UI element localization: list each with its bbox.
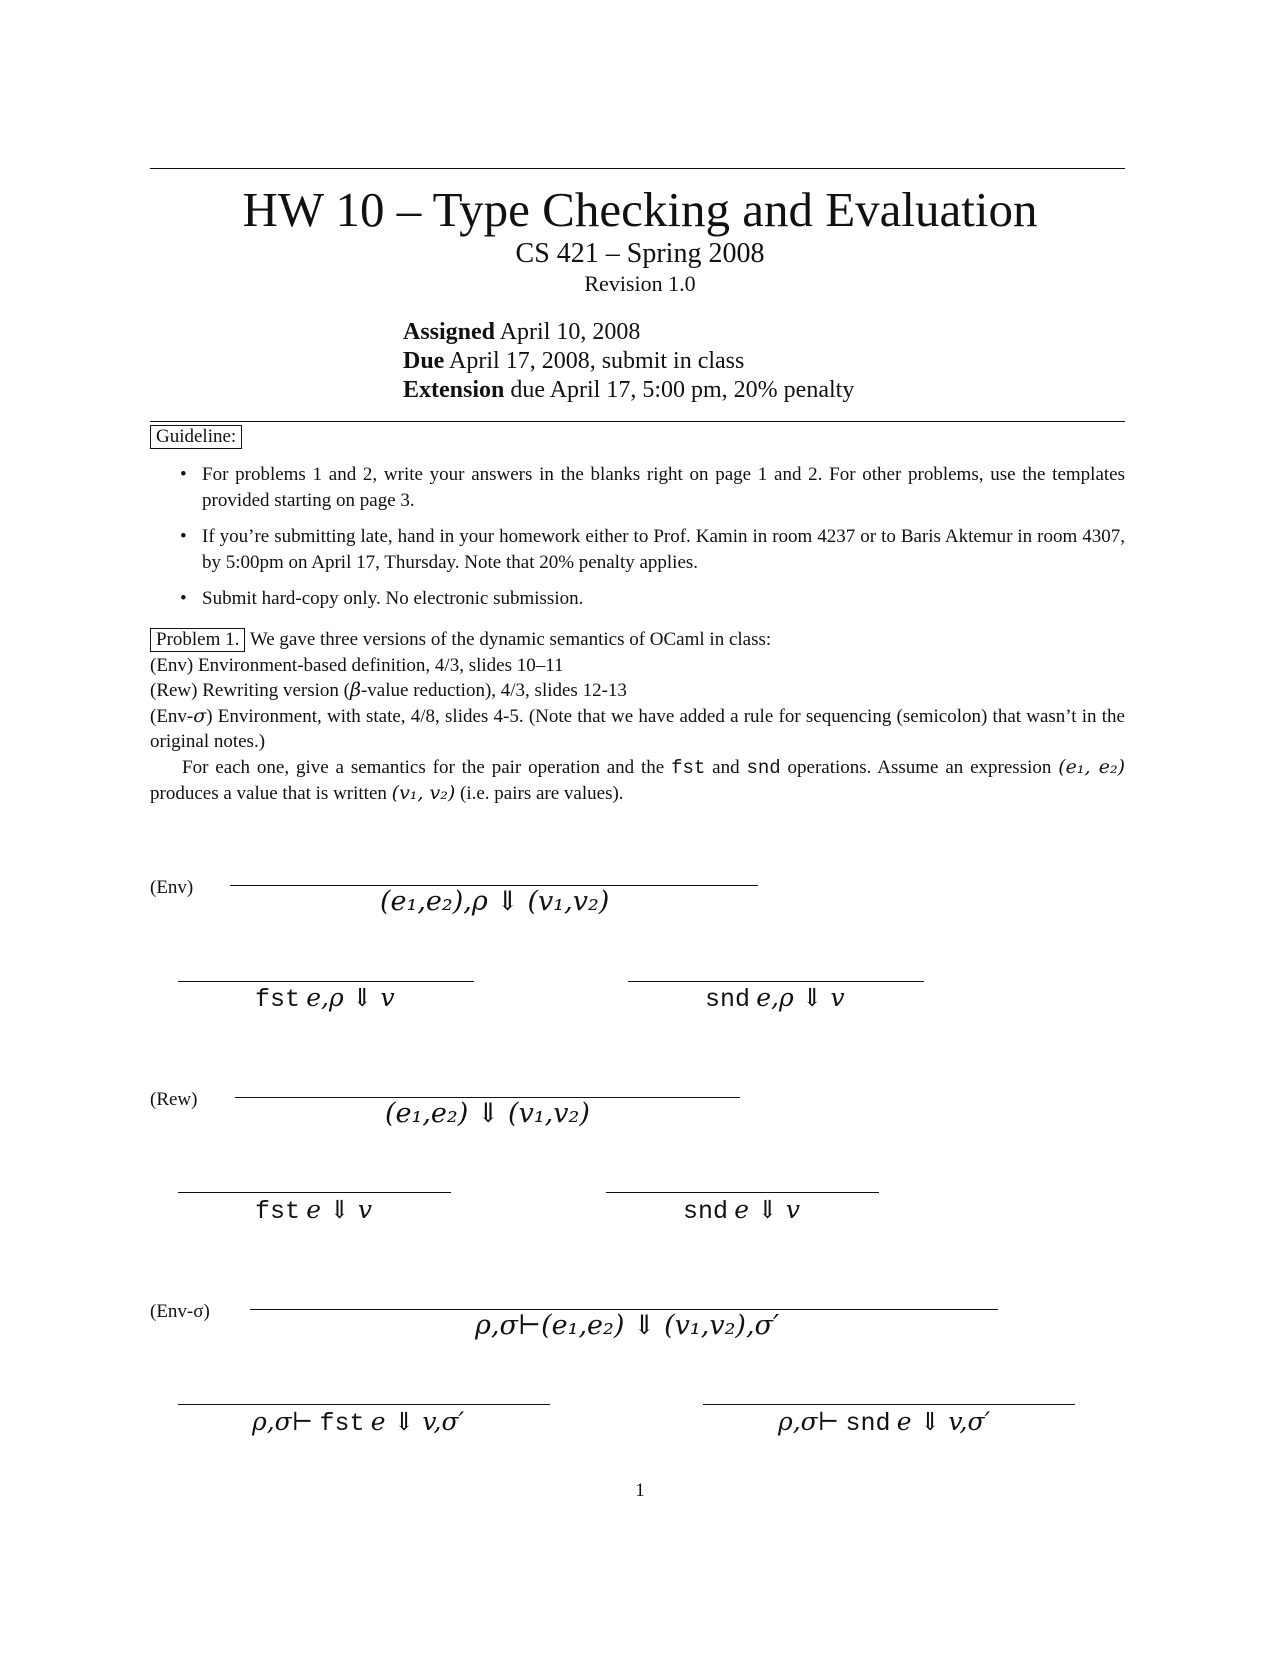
sigma-symbol: σ [193,704,207,727]
instructions-text-3: produces a value that is written [150,783,392,804]
env-sigma-fst-conclusion [252,1407,464,1438]
revision-number: 1.0 [668,271,696,296]
fst-keyword: fst [255,985,301,1014]
guideline-item-text: For problems 1 and 2, write your answers in the blanks right on page 1 and 2. For other problems, use the templates provided starting on page 3. [202,464,1125,511]
rew-fst-judgment: e ⇓ v [306,1195,373,1224]
bullet-marker: • [180,464,187,485]
env-sigma-snd-judgment: e ⇓ v,σ′ [896,1407,991,1436]
pair-expression: (e₁, e₂) [1058,755,1125,778]
beta-symbol: β [349,679,361,701]
fst-keyword: fst [319,1409,365,1438]
guideline-item [180,524,1125,575]
rew-line-text: (Rew) Rewriting version ( [150,680,350,701]
env-sigma-pair-conclusion: ρ,σ⊢(e₁,e₂) ⇓ (v₁,v₂),σ′ [475,1310,780,1341]
env-snd-judgment: e,ρ ⇓ v [756,983,845,1012]
rew-fst-conclusion [255,1195,372,1226]
snd-keyword: snd [746,756,781,779]
instructions-text: For each one, give a semantics for the pair operation and the [182,756,672,778]
instructions-text-4: (i.e. pairs are values). [455,783,624,804]
revision-label: Revision [584,271,663,296]
env-rule-label: (Env) [150,877,194,898]
snd-keyword: snd [683,1197,729,1226]
env-sigma-snd-context: ρ,σ⊢ [778,1407,840,1436]
env-pair-conclusion: (e₁,e₂),ρ ⇓ (v₁,v₂) [380,886,610,917]
due-value: April 17, 2008, submit in class [449,348,745,374]
env-sigma-version-line [150,704,1125,755]
bullet-marker: • [180,526,187,547]
rew-pair-conclusion: (e₁,e₂) ⇓ (v₁,v₂) [385,1098,590,1129]
dates-block [403,318,854,405]
extension-label: Extension [403,377,505,403]
env-version-line: (Env) Environment-based definition, 4/3, slides 10–11 [150,654,564,676]
guideline-item [180,462,1125,513]
problem-1-intro-text: We gave three versions of the dynamic semantics of OCaml in class: [249,629,772,650]
instructions-text-2: operations. Assume an expression [780,756,1059,778]
assigned-value: April 10, 2008 [499,319,641,345]
pair-value: (v₁, v₂) [391,782,456,804]
guideline-heading [150,424,242,450]
revision-line [0,270,1280,298]
problem-1-intro [150,627,1125,653]
guideline-item-text: Submit hard-copy only. No electronic submission. [202,588,584,609]
env-sigma-text: (Env- [150,705,194,727]
problem-1-instructions [150,755,1125,807]
guideline-label: Guideline: [150,425,242,449]
assigned-line [403,318,854,347]
snd-keyword: snd [705,985,751,1014]
bullet-marker: • [180,588,187,609]
guideline-item-text: If you’re submitting late, hand in your homework either to Prof. Kamin in room 4237 or to Baris Aktemur in room 4307, by 5:00pm on April 17, Thursday. Note that 20% penalty applies. [202,526,1125,573]
rew-snd-conclusion [683,1195,800,1226]
extension-line [403,376,854,405]
course-subtitle: CS 421 – Spring 2008 [515,238,765,269]
env-sigma-snd-conclusion [778,1407,990,1438]
header-bottom-rule [150,421,1125,422]
env-sigma-fst-context: ρ,σ⊢ [252,1407,314,1436]
top-rule [150,168,1125,169]
snd-keyword: snd [845,1409,891,1438]
due-line [403,347,854,376]
guideline-list [180,462,1125,623]
rew-snd-answer-line[interactable] [606,1192,879,1193]
extension-value: due April 17, 5:00 pm, 20% penalty [510,377,855,403]
env-snd-answer-line[interactable] [628,981,924,982]
env-sigma-snd-answer-line[interactable] [703,1404,1075,1405]
fst-keyword: fst [255,1197,301,1226]
env-sigma-fst-answer-line[interactable] [178,1404,550,1405]
page-number: 1 [635,1480,645,1501]
env-sigma-rule-label: (Env-σ) [150,1301,210,1322]
env-sigma-text-end: ) Environment, with state, 4/8, slides 4-5. (Note that we have added a rule for sequencing (semicolon) that wasn’t in the original notes.) [150,705,1125,752]
rew-rule-label: (Rew) [150,1089,198,1110]
fst-keyword: fst [671,756,706,779]
assigned-label: Assigned [403,319,496,345]
env-fst-judgment: e,ρ ⇓ v [306,983,395,1012]
guideline-item [180,586,1125,612]
env-snd-conclusion [705,983,845,1014]
rew-fst-answer-line[interactable] [178,1192,451,1193]
rew-line-text-end: -value reduction), 4/3, slides 12-13 [360,680,627,701]
instructions-and: and [705,756,747,778]
problem-1-label: Problem 1. [150,628,245,652]
due-label: Due [403,348,445,374]
env-fst-answer-line[interactable] [178,981,474,982]
rew-version-line [150,678,1125,704]
problem-1 [150,627,1125,807]
rew-snd-judgment: e ⇓ v [734,1195,801,1224]
env-fst-conclusion [255,983,395,1014]
env-sigma-fst-judgment: e ⇓ v,σ′ [370,1407,465,1436]
page-title: HW 10 – Type Checking and Evaluation [242,182,1038,237]
